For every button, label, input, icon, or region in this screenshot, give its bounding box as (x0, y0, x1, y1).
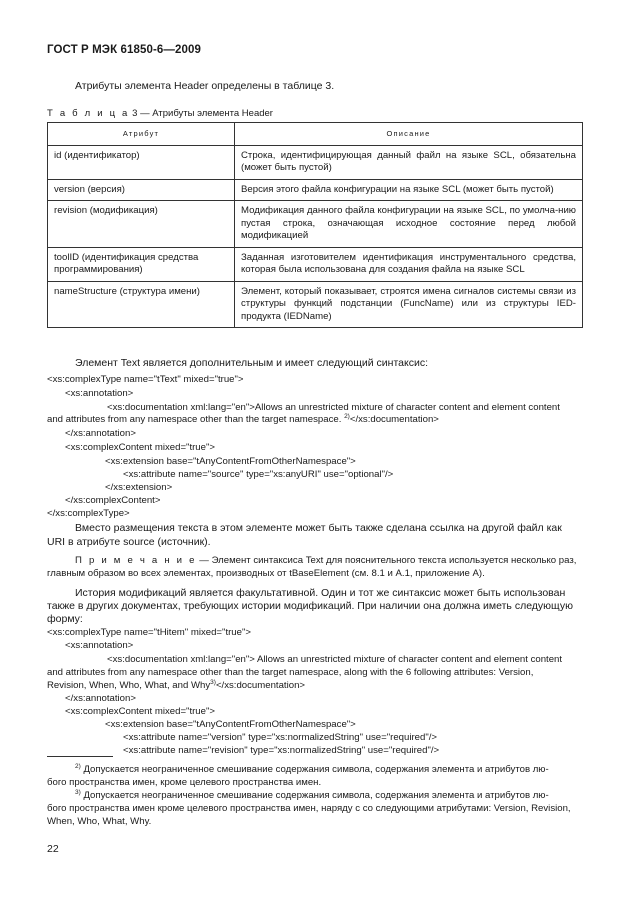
column-header-attribute: Атрибут (48, 123, 235, 146)
code-line: <xs:annotation> (65, 640, 134, 651)
footnote-mark: 3) (75, 788, 81, 796)
note-line: главным образом во всех элементах, производных от tBaseElement (см. 8.1 и А.1, приложение А). (47, 568, 485, 579)
footnote-3-line: When, Who, What, Why. (47, 816, 152, 827)
description-cell: Элемент, который показывает, строятся имена сигналов системы связи из структуры функций подстанции (FuncName) или из структуры IED-продукта (IEDName) (235, 281, 583, 328)
footnote-2-line (75, 763, 549, 776)
attribute-cell: version (версия) (48, 179, 235, 201)
attribute-cell: revision (модификация) (48, 201, 235, 248)
attribute-cell: nameStructure (структура имени) (48, 281, 235, 328)
footnote-mark: 2) (75, 762, 81, 770)
attribute-cell: toolID (идентификация средства программирования) (48, 247, 235, 281)
code-line (47, 413, 439, 426)
code-line: <xs:extension base="tAnyContentFromOtherNamespace"> (105, 719, 356, 730)
code-line: </xs:complexContent> (65, 495, 161, 506)
code-line: <xs:attribute name="revision" type="xs:normalizedString" use="required"/> (123, 745, 440, 756)
code-line: <xs:complexContent mixed="true"> (65, 706, 215, 717)
footnote-text: Допускается неограниченное смешивание содержания символа, содержания элемента и атрибутов лю- (83, 764, 549, 775)
table-caption-label: Т а б л и ц а (47, 108, 130, 119)
intro-paragraph: Атрибуты элемента Header определены в таблице 3. (75, 80, 335, 92)
note-text: — Элемент синтаксиса Text для пояснительного текста используется несколько раз, (196, 555, 577, 566)
table-row (48, 145, 583, 179)
column-header-description: Описание (235, 123, 583, 146)
code-line: <xs:documentation xml:lang="en"> Allows an unrestricted mixture of character content and element content (107, 654, 563, 665)
footnote-2-line: бого пространства имен, кроме целевого пространства имен. (47, 777, 322, 788)
code-text: and attributes from any namespace other than the target namespace. (47, 414, 345, 425)
footnote-3-line (75, 789, 549, 802)
code-line: <xs:extension base="tAnyContentFromOtherNamespace"> (105, 456, 356, 467)
description-cell: Заданная изготовителем идентификация инструментального средства, которая была использована для создания файла на языке SCL (235, 247, 583, 281)
note-label: П р и м е ч а н и е (75, 555, 197, 566)
footnote-ref[interactable]: 2) (344, 412, 350, 420)
description-cell: Версия этого файла конфигурации на языке SCL (может быть пустой) (235, 179, 583, 201)
code-line: and attributes from any namespace other than the target namespace, along with the 6 following attributes: Version, (47, 667, 534, 678)
code-text: </xs:documentation> (215, 680, 306, 691)
source-paragraph-line: URI в атрибуте source (источник). (47, 536, 211, 548)
code-line: <xs:complexContent mixed="true"> (65, 442, 215, 453)
code-line: </xs:annotation> (65, 428, 136, 439)
code-line (47, 679, 305, 692)
document-header: ГОСТ Р МЭК 61850-6—2009 (47, 44, 201, 56)
footnote-ref[interactable]: 3) (210, 678, 216, 686)
table-row (48, 281, 583, 328)
table-caption-title: 3 — Атрибуты элемента Header (129, 108, 273, 119)
code-line: <xs:documentation xml:lang="en">Allows an unrestricted mixture of character content and element content (107, 402, 560, 413)
code-line: <xs:attribute name="source" type="xs:anyURI" use="optional"/> (123, 469, 394, 480)
footnote-3-line: бого пространства имен кроме целевого пространства имен, наряду с со следующими атрибутами: Version, Revision, (47, 803, 571, 814)
code-line: </xs:complexType> (47, 508, 130, 519)
table-row (48, 179, 583, 201)
code-line: <xs:complexType name="tHitem" mixed="true"> (47, 627, 251, 638)
description-cell: Модификация данного файла конфигурации на языке SCL, по умолча-нию пустая строка, означающая исходное состояние перед любой модификацией (235, 201, 583, 248)
text-element-intro: Элемент Text является дополнительным и имеет следующий синтаксис: (75, 357, 428, 369)
code-line: <xs:attribute name="version" type="xs:normalizedString" use="required"/> (123, 732, 438, 743)
footnote-text: Допускается неограниченное смешивание содержания символа, содержания элемента и атрибутов лю- (83, 790, 549, 801)
history-paragraph-line: форму: (47, 613, 83, 625)
code-line: <xs:annotation> (65, 388, 134, 399)
source-paragraph-line: Вместо размещения текста в этом элементе может быть также сделана ссылка на другой файл как (75, 522, 562, 534)
history-paragraph-line: История модификаций является факультативной. Один и тот же синтаксис может быть использован (75, 587, 566, 599)
page-number: 22 (47, 843, 59, 855)
table-row (48, 201, 583, 248)
table-header-row (48, 123, 583, 146)
attributes-table (47, 122, 583, 328)
code-line: </xs:extension> (105, 482, 173, 493)
code-text: </xs:documentation> (349, 414, 439, 425)
code-line: <xs:complexType name="tText" mixed="true"> (47, 374, 244, 385)
description-cell: Строка, идентифицирующая данный файл на языке SCL, обязательна (может быть пустой) (235, 145, 583, 179)
code-text: Revision, When, Who, What, and Why (47, 680, 211, 691)
history-paragraph-line: также в других документах, требующих истории модификаций. При наличии она должна иметь следующую (47, 600, 573, 612)
code-line: </xs:annotation> (65, 693, 136, 704)
footnote-separator (47, 756, 113, 757)
table-row (48, 247, 583, 281)
table-caption (47, 108, 273, 119)
attribute-cell: id (идентификатор) (48, 145, 235, 179)
note-line (75, 554, 576, 567)
